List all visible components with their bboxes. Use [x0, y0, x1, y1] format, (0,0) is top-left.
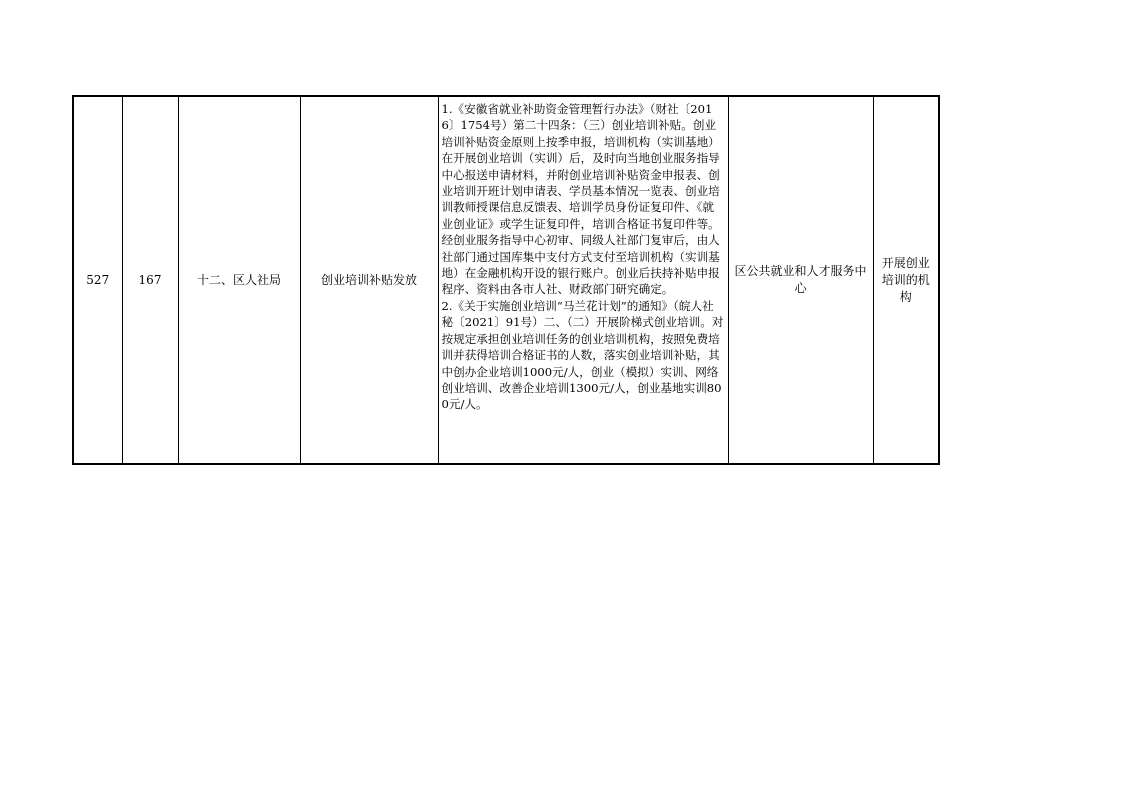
policy-table: [72, 95, 940, 465]
target-cell: 开展创业培训的机构: [873, 96, 939, 464]
table-row: [73, 96, 939, 464]
legal-basis-cell: [438, 96, 728, 464]
department-cell: 十二、区人社局: [178, 96, 300, 464]
seq-no-cell: 527: [73, 96, 122, 464]
implementing-body-cell: 区公共就业和人才服务中心: [728, 96, 873, 464]
item-name-cell: 创业培训补贴发放: [300, 96, 438, 464]
item-no-cell: 167: [122, 96, 178, 464]
legal-basis-paragraph-1: 1.《安徽省就业补助资金管理暂行办法》（财社〔2016〕1754号）第二十四条：（三）创业培训补贴。创业培训补贴资金原则上按季申报，培训机构（实训基地）在开展创业培训（实训）后，及时向当地创业服务指导中心报送申请材料，并附创业培训补贴资金申报表、创业培训开班计划申请表、学员基本情况一览表、创业培训教师授课信息反馈表、培训学员身份证复印件、《就业创业证》或学生证复印件，培训合格证书复印件等。经创业服务指导中心初审、同级人社部门复审后，由人社部门通过国库集中支付方式支付至培训机构（实训基地）在金融机构开设的银行账户。创业后扶持补贴申报程序、资料由各市人社、财政部门研究确定。: [441, 102, 720, 297]
legal-basis-paragraph-2: 2.《关于实施创业培训“马兰花计划”的通知》（皖人社秘〔2021〕91号）二、（二）开展阶梯式创业培训。对按规定承担创业培训任务的创业培训机构，按照免费培训并获得培训合格证书的人数，落实创业培训补贴，其中创办企业培训1000元/人，创业（模拟）实训、网络创业培训、改善企业培训1300元/人，创业基地实训800元/人。: [441, 298, 724, 412]
